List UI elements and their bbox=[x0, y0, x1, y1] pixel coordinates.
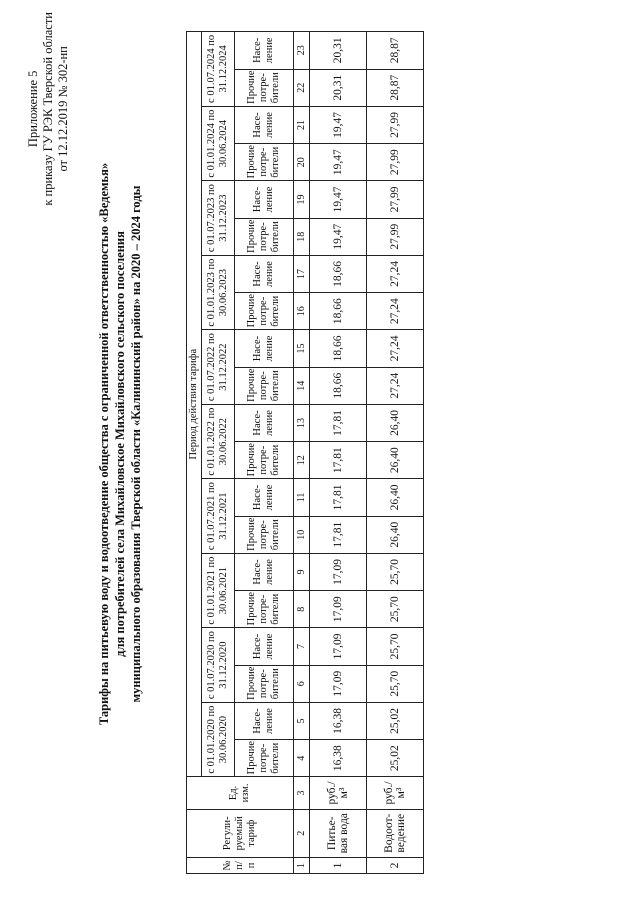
subheader-other-consumers: Прочие потре-бители bbox=[235, 740, 294, 777]
tariff-value-cell: 17,81 bbox=[310, 442, 367, 479]
subheader-other-consumers: Прочие потре-бители bbox=[235, 293, 294, 330]
subheader-other-consumers: Прочие потре-бители bbox=[235, 442, 294, 479]
title-line-2: для потребителей села Михайловское Михайловского сельского поселения bbox=[113, 231, 127, 657]
row-unit: руб./м³ bbox=[367, 777, 424, 809]
tariff-value-cell: 16,38 bbox=[310, 702, 367, 739]
subheader-other-consumers: Прочие потре-бители bbox=[235, 665, 294, 702]
subheader-population: Насе-ление bbox=[235, 32, 294, 70]
tariff-value-cell: 18,66 bbox=[310, 255, 367, 292]
tariff-value-cell: 25,70 bbox=[367, 591, 424, 628]
column-number: 21 bbox=[294, 106, 310, 143]
header-row-period bbox=[187, 32, 202, 874]
period-header: с 01.07.2023 по 31.12.2023 bbox=[202, 181, 235, 256]
column-number: 3 bbox=[294, 777, 310, 809]
subheader-population: Насе-ление bbox=[235, 553, 294, 590]
period-header: с 01.07.2020 по 31.12.2020 bbox=[202, 628, 235, 703]
tariff-value-cell: 26,40 bbox=[367, 516, 424, 553]
period-header: с 01.07.2024 по 31.12.2024 bbox=[202, 32, 235, 107]
column-number: 20 bbox=[294, 144, 310, 181]
tariff-value-cell: 27,24 bbox=[367, 293, 424, 330]
tariff-value-cell: 20,31 bbox=[310, 69, 367, 106]
row-number: 2 bbox=[367, 857, 424, 873]
appendix-title: Приложение 5 bbox=[26, 70, 40, 148]
period-header: с 01.01.2024 по 30.06.2024 bbox=[202, 106, 235, 181]
tariff-value-cell: 18,66 bbox=[310, 330, 367, 367]
column-number: 14 bbox=[294, 367, 310, 404]
tariff-value-cell: 19,47 bbox=[310, 218, 367, 255]
header-row-consumers bbox=[235, 32, 294, 874]
tariff-value-cell: 27,99 bbox=[367, 144, 424, 181]
tariff-value-cell: 18,66 bbox=[310, 367, 367, 404]
subheader-other-consumers: Прочие потре-бители bbox=[235, 144, 294, 181]
tariff-value-cell: 27,99 bbox=[367, 181, 424, 218]
subheader-population: Насе-ление bbox=[235, 181, 294, 218]
column-number: 16 bbox=[294, 293, 310, 330]
appendix-order: к приказу ГУ РЭК Тверской области bbox=[41, 12, 55, 206]
column-number: 2 bbox=[294, 809, 310, 857]
period-header: с 01.07.2022 по 31.12.2022 bbox=[202, 330, 235, 405]
column-number: 13 bbox=[294, 404, 310, 441]
tariff-value-cell: 27,24 bbox=[367, 330, 424, 367]
tariff-value-cell: 17,81 bbox=[310, 404, 367, 441]
subheader-other-consumers: Прочие потре-бители bbox=[235, 516, 294, 553]
period-header: с 01.01.2020 по 30.06.2020 bbox=[202, 702, 235, 777]
column-number: 5 bbox=[294, 702, 310, 739]
tariff-value-cell: 25,70 bbox=[367, 553, 424, 590]
tariff-value-cell: 28,87 bbox=[367, 32, 424, 70]
table-row bbox=[367, 32, 424, 874]
subheader-population: Насе-ление bbox=[235, 330, 294, 367]
tariff-value-cell: 27,24 bbox=[367, 367, 424, 404]
tariff-value-cell: 28,87 bbox=[367, 69, 424, 106]
column-number: 12 bbox=[294, 442, 310, 479]
tariff-value-cell: 26,40 bbox=[367, 479, 424, 516]
subheader-other-consumers: Прочие потре-бители bbox=[235, 367, 294, 404]
tariff-value-cell: 17,09 bbox=[310, 553, 367, 590]
tariff-value-cell: 25,02 bbox=[367, 702, 424, 739]
tariff-value-cell: 19,47 bbox=[310, 106, 367, 143]
tariff-value-cell: 27,99 bbox=[367, 106, 424, 143]
column-number: 19 bbox=[294, 181, 310, 218]
header-row-dates bbox=[202, 32, 235, 874]
tariff-value-cell: 27,99 bbox=[367, 218, 424, 255]
row-tariff-name: Водоот-ведение bbox=[367, 809, 424, 857]
column-number: 4 bbox=[294, 740, 310, 777]
subheader-population: Насе-ление bbox=[235, 255, 294, 292]
period-header: с 01.01.2022 по 30.06.2022 bbox=[202, 404, 235, 479]
column-number: 7 bbox=[294, 628, 310, 665]
document-title bbox=[96, 124, 144, 764]
subheader-other-consumers: Прочие потре-бители bbox=[235, 69, 294, 106]
tariff-table bbox=[186, 31, 424, 874]
tariff-value-cell: 20,31 bbox=[310, 32, 367, 70]
title-line-3: муниципального образования Тверской области «Калининский район» на 2020 – 2024 годы bbox=[129, 185, 143, 703]
tariff-value-cell: 27,24 bbox=[367, 255, 424, 292]
row-number: 1 bbox=[310, 857, 367, 873]
subheader-other-consumers: Прочие потре-бители bbox=[235, 591, 294, 628]
tariff-value-cell: 17,09 bbox=[310, 628, 367, 665]
subheader-other-consumers: Прочие потре-бители bbox=[235, 218, 294, 255]
tariff-value-cell: 25,02 bbox=[367, 740, 424, 777]
tariff-value-cell: 17,81 bbox=[310, 516, 367, 553]
column-number: 8 bbox=[294, 591, 310, 628]
tariff-value-cell: 25,70 bbox=[367, 665, 424, 702]
period-header: с 01.07.2021 по 31.12.2021 bbox=[202, 479, 235, 554]
tariff-value-cell: 18,66 bbox=[310, 293, 367, 330]
row-tariff-name: Питье-вая вода bbox=[310, 809, 367, 857]
column-number: 11 bbox=[294, 479, 310, 516]
subheader-population: Насе-ление bbox=[235, 404, 294, 441]
period-header: с 01.01.2021 по 30.06.2021 bbox=[202, 553, 235, 628]
header-period: Период действия тарифа bbox=[187, 32, 202, 777]
header-num: № п/п bbox=[187, 857, 294, 873]
tariff-value-cell: 17,81 bbox=[310, 479, 367, 516]
column-number: 23 bbox=[294, 32, 310, 70]
period-header: с 01.01.2023 по 30.06.2023 bbox=[202, 255, 235, 330]
tariff-value-cell: 19,47 bbox=[310, 144, 367, 181]
table-row bbox=[310, 32, 367, 874]
subheader-population: Насе-ление bbox=[235, 628, 294, 665]
column-number: 10 bbox=[294, 516, 310, 553]
tariff-value-cell: 16,38 bbox=[310, 740, 367, 777]
column-number: 1 bbox=[294, 857, 310, 873]
column-number: 9 bbox=[294, 553, 310, 590]
column-number: 18 bbox=[294, 218, 310, 255]
appendix-date: от 12.12.2019 № 302-нп bbox=[56, 46, 70, 172]
tariff-value-cell: 26,40 bbox=[367, 404, 424, 441]
tariff-value-cell: 17,09 bbox=[310, 591, 367, 628]
header-tariff: Регули-руемый тариф bbox=[187, 809, 294, 857]
subheader-population: Насе-ление bbox=[235, 479, 294, 516]
tariff-value-cell: 26,40 bbox=[367, 442, 424, 479]
tariff-table-body bbox=[187, 32, 424, 874]
subheader-population: Насе-ление bbox=[235, 106, 294, 143]
column-number: 17 bbox=[294, 255, 310, 292]
tariff-value-cell: 25,70 bbox=[367, 628, 424, 665]
appendix-block bbox=[26, 12, 71, 206]
column-number: 15 bbox=[294, 330, 310, 367]
column-number: 22 bbox=[294, 69, 310, 106]
tariff-value-cell: 19,47 bbox=[310, 181, 367, 218]
tariff-value-cell: 17,09 bbox=[310, 665, 367, 702]
subheader-population: Насе-ление bbox=[235, 702, 294, 739]
column-number: 6 bbox=[294, 665, 310, 702]
header-unit: Ед. изм. bbox=[187, 777, 294, 809]
column-number-row bbox=[294, 32, 310, 874]
row-unit: руб./м³ bbox=[310, 777, 367, 809]
title-line-1: Тарифы на питьевую воду и водоотведение общества с ограниченной ответственностью «Ведемья» bbox=[97, 162, 111, 726]
